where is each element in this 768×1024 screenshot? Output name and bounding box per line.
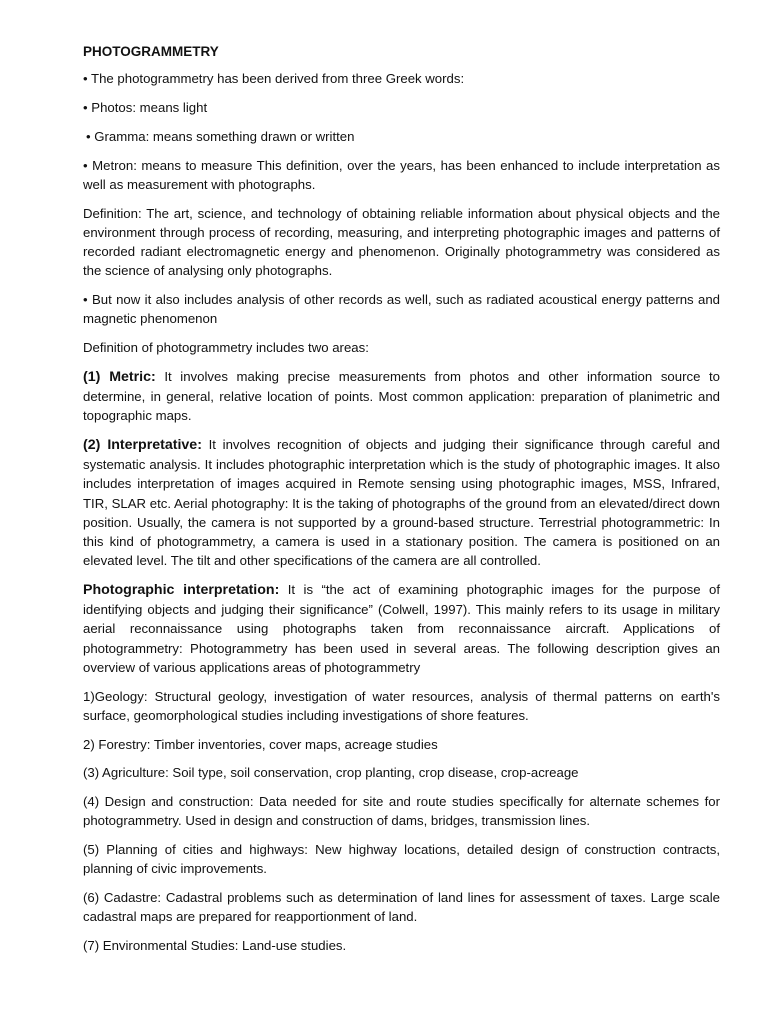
application-cadastre: (6) Cadastre: Cadastral problems such as determination of land lines for assessment of taxes. Large scale cadastral maps are prepared for reapportionment of land. xyxy=(83,890,720,925)
metric-lead: (1) Metric: xyxy=(83,368,156,385)
photo-interpretation-lead: Photographic interpretation: xyxy=(83,582,280,599)
photo-interpretation-text: It is “the act of examining photographic images for the purpose of identifying objects and judging their significance” (Colwell, 1997). This mainly refers to its usage in military aerial reconnaissance using photographs taken from reconnaissance aircraft. Applications of photogrammetry: Photogrammetry has been used in several areas. The following description gives an overview of various applications areas of photogrammetry xyxy=(83,582,720,675)
application-forestry: 2) Forestry: Timber inventories, cover maps, acreage studies xyxy=(83,736,438,752)
definition-paragraph: Definition: The art, science, and technology of obtaining reliable information about physical objects and the environment through process of recording, measuring, and interpreting photographic images and patterns of recorded radiant electromagnetic energy and phenomenon. Originally photogrammetry was considered as the science of analysing only photographs. xyxy=(83,205,720,279)
bullet-metron: • Metron: means to measure This definition, over the years, has been enhanced to include interpretation as well as measurement with photographs. xyxy=(83,157,720,192)
metric-text: It involves making precise measurements from photos and other information source to determine, in general, relative location of points. Most common application: preparation of planimetric and topographic maps. xyxy=(83,368,720,424)
metric-paragraph xyxy=(83,367,720,426)
application-design-construction: (4) Design and construction: Data needed for site and route studies specifically for alternate schemes for photogrammetry. Used in design and construction of dams, bridges, transmission lines. xyxy=(83,794,720,829)
application-agriculture: (3) Agriculture: Soil type, soil conservation, crop planting, crop disease, crop-acreage xyxy=(83,765,579,781)
photo-interpretation-paragraph xyxy=(83,580,720,677)
application-planning-cities: (5) Planning of cities and highways: New highway locations, detailed design of construction contracts, planning of civic improvements. xyxy=(83,842,720,877)
bullet-greek-words: • The photogrammetry has been derived from three Greek words: xyxy=(83,71,465,87)
bullet-now-includes: • But now it also includes analysis of other records as well, such as radiated acoustical energy patterns and magnetic phenomenon xyxy=(83,292,720,327)
interpretative-lead: (2) Interpretative: xyxy=(83,437,202,453)
application-environmental: (7) Environmental Studies: Land-use studies. xyxy=(83,938,347,954)
interpretative-paragraph xyxy=(83,435,720,570)
application-geology: 1)Geology: Structural geology, investigation of water resources, analysis of thermal patterns on earth's surface, geomorphological studies including investigations of shore features. xyxy=(83,688,720,723)
interpretative-text: It involves recognition of objects and judging their significance through careful and systematic analysis. It includes photographic interpretation which is the study of photographic images. It also includes interpretation of images acquired in Remote sensing using photographic images, MSS, Infrared, TIR, SLAR etc. Aerial photography: It is the taking of photographs of the ground from an elevated/direct down position. Usually, the camera is not supported by a ground-based structure. Terrestrial photogrammetric: In this kind of photogrammetry, a camera is used in a stationary position. The camera is positioned on an elevated level. The tilt and other specifications of the camera are all controlled. xyxy=(83,437,721,569)
two-areas-line: Definition of photogrammetry includes two areas: xyxy=(83,340,369,355)
bullet-gramma: • Gramma: means something drawn or written xyxy=(86,128,355,144)
bullet-photos: • Photos: means light xyxy=(83,100,208,115)
document-page xyxy=(83,38,720,965)
document-title: PHOTOGRAMMETRY xyxy=(83,44,219,59)
